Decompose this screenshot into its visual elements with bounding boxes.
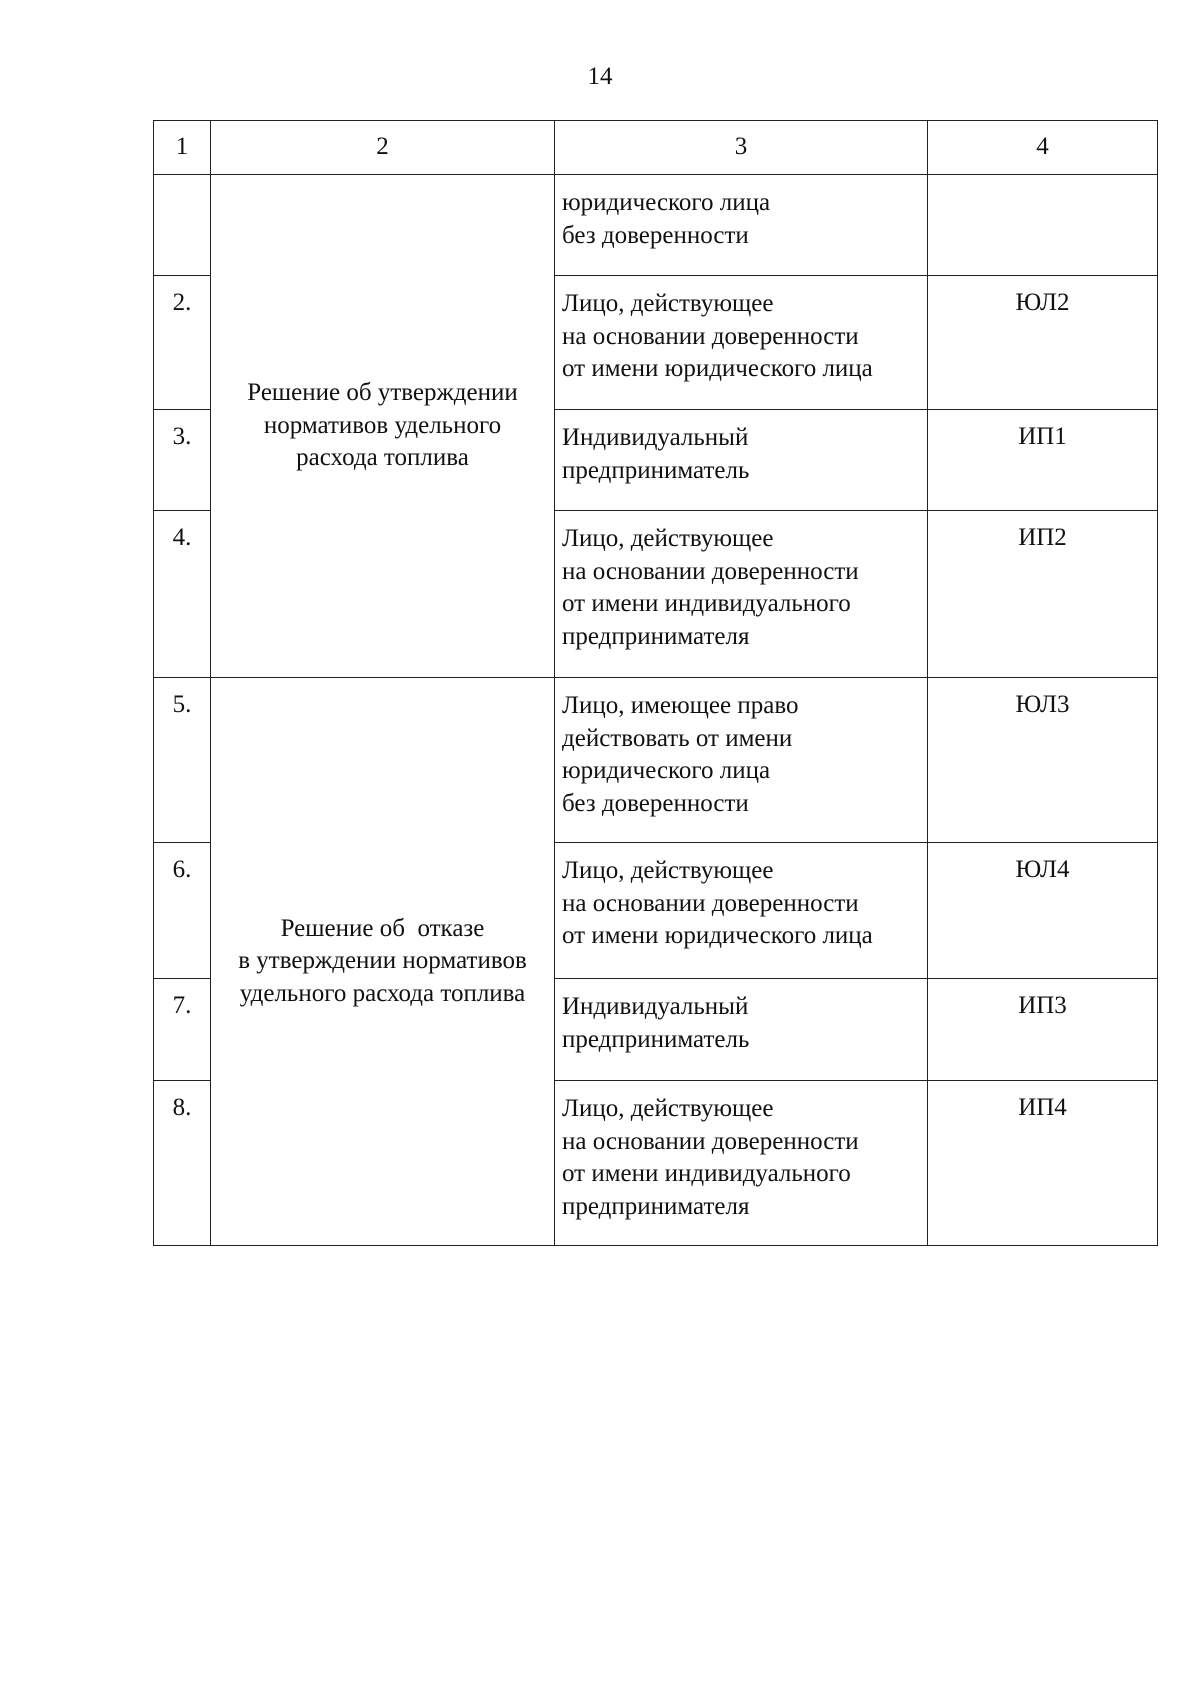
description-line: от имени индивидуального (562, 1160, 851, 1187)
header-cell-1: 1 (154, 121, 211, 175)
description-line: без доверенности (562, 221, 749, 249)
applicant-code-cell: ЮЛ4 (928, 843, 1158, 979)
description-line: предпринимателя (562, 1192, 750, 1220)
applicant-code-cell: ЮЛ3 (928, 678, 1158, 843)
table-row (154, 678, 1158, 843)
table-header-row (154, 121, 1158, 175)
table-row (154, 175, 1158, 276)
decision-cell-approval (211, 175, 555, 678)
row-number-cell: 5. (154, 678, 211, 843)
applicant-description-cell (555, 678, 928, 843)
decision-cell-refusal (211, 678, 555, 1246)
description-line: юридического лица (562, 189, 771, 216)
header-cell-2: 2 (211, 121, 555, 175)
applicant-code-cell (928, 175, 1158, 276)
description-line: Индивидуальный (562, 424, 749, 451)
description-line: предприниматель (562, 456, 750, 484)
description-line: на основании доверенности (562, 1127, 859, 1155)
decisions-table (153, 120, 1158, 1246)
decision-text-line: Решение об отказе (280, 914, 485, 942)
applicant-description-cell (555, 175, 928, 276)
description-line: без доверенности (562, 789, 749, 817)
description-line: Индивидуальный (562, 993, 749, 1020)
applicant-description-cell (555, 843, 928, 979)
applicant-code-cell: ИП2 (928, 511, 1158, 678)
description-line: предприниматель (562, 1025, 750, 1053)
applicant-description-cell (555, 410, 928, 511)
description-line: действовать от имени (562, 724, 793, 752)
header-cell-4: 4 (928, 121, 1158, 175)
description-line: Лицо, имеющее право (562, 692, 799, 719)
decision-text-line: расхода топлива (296, 444, 469, 472)
row-number-cell: 2. (154, 276, 211, 410)
decision-text-line: Решение об утверждении (247, 379, 518, 407)
applicant-description-cell (555, 979, 928, 1081)
description-line: предпринимателя (562, 622, 750, 650)
header-cell-3: 3 (555, 121, 928, 175)
description-line: от имени юридического лица (562, 355, 873, 382)
description-line: Лицо, действующее (562, 290, 774, 317)
description-line: Лицо, действующее (562, 1095, 774, 1122)
decision-text-line: в утверждении нормативов (238, 947, 527, 975)
applicant-description-cell (555, 511, 928, 678)
applicant-code-cell: ИП4 (928, 1081, 1158, 1246)
description-line: от имени индивидуального (562, 590, 851, 617)
description-line: на основании доверенности (562, 889, 859, 917)
description-line: юридического лица (562, 757, 771, 784)
applicant-code-cell: ЮЛ2 (928, 276, 1158, 410)
description-line: от имени юридического лица (562, 922, 873, 949)
applicant-description-cell (555, 1081, 928, 1246)
page-number: 14 (587, 63, 613, 90)
row-number-cell: 7. (154, 979, 211, 1081)
applicant-code-cell: ИП3 (928, 979, 1158, 1081)
description-line: Лицо, действующее (562, 525, 774, 552)
decision-text-line: удельного расхода топлива (239, 979, 526, 1007)
row-number-cell: 3. (154, 410, 211, 511)
applicant-code-cell: ИП1 (928, 410, 1158, 511)
description-line: на основании доверенности (562, 322, 859, 350)
row-number-cell: 4. (154, 511, 211, 678)
decision-text-line: нормативов удельного (263, 411, 502, 439)
row-number-cell (154, 175, 211, 276)
description-line: Лицо, действующее (562, 857, 774, 884)
row-number-cell: 8. (154, 1081, 211, 1246)
description-line: на основании доверенности (562, 557, 859, 585)
row-number-cell: 6. (154, 843, 211, 979)
applicant-description-cell (555, 276, 928, 410)
